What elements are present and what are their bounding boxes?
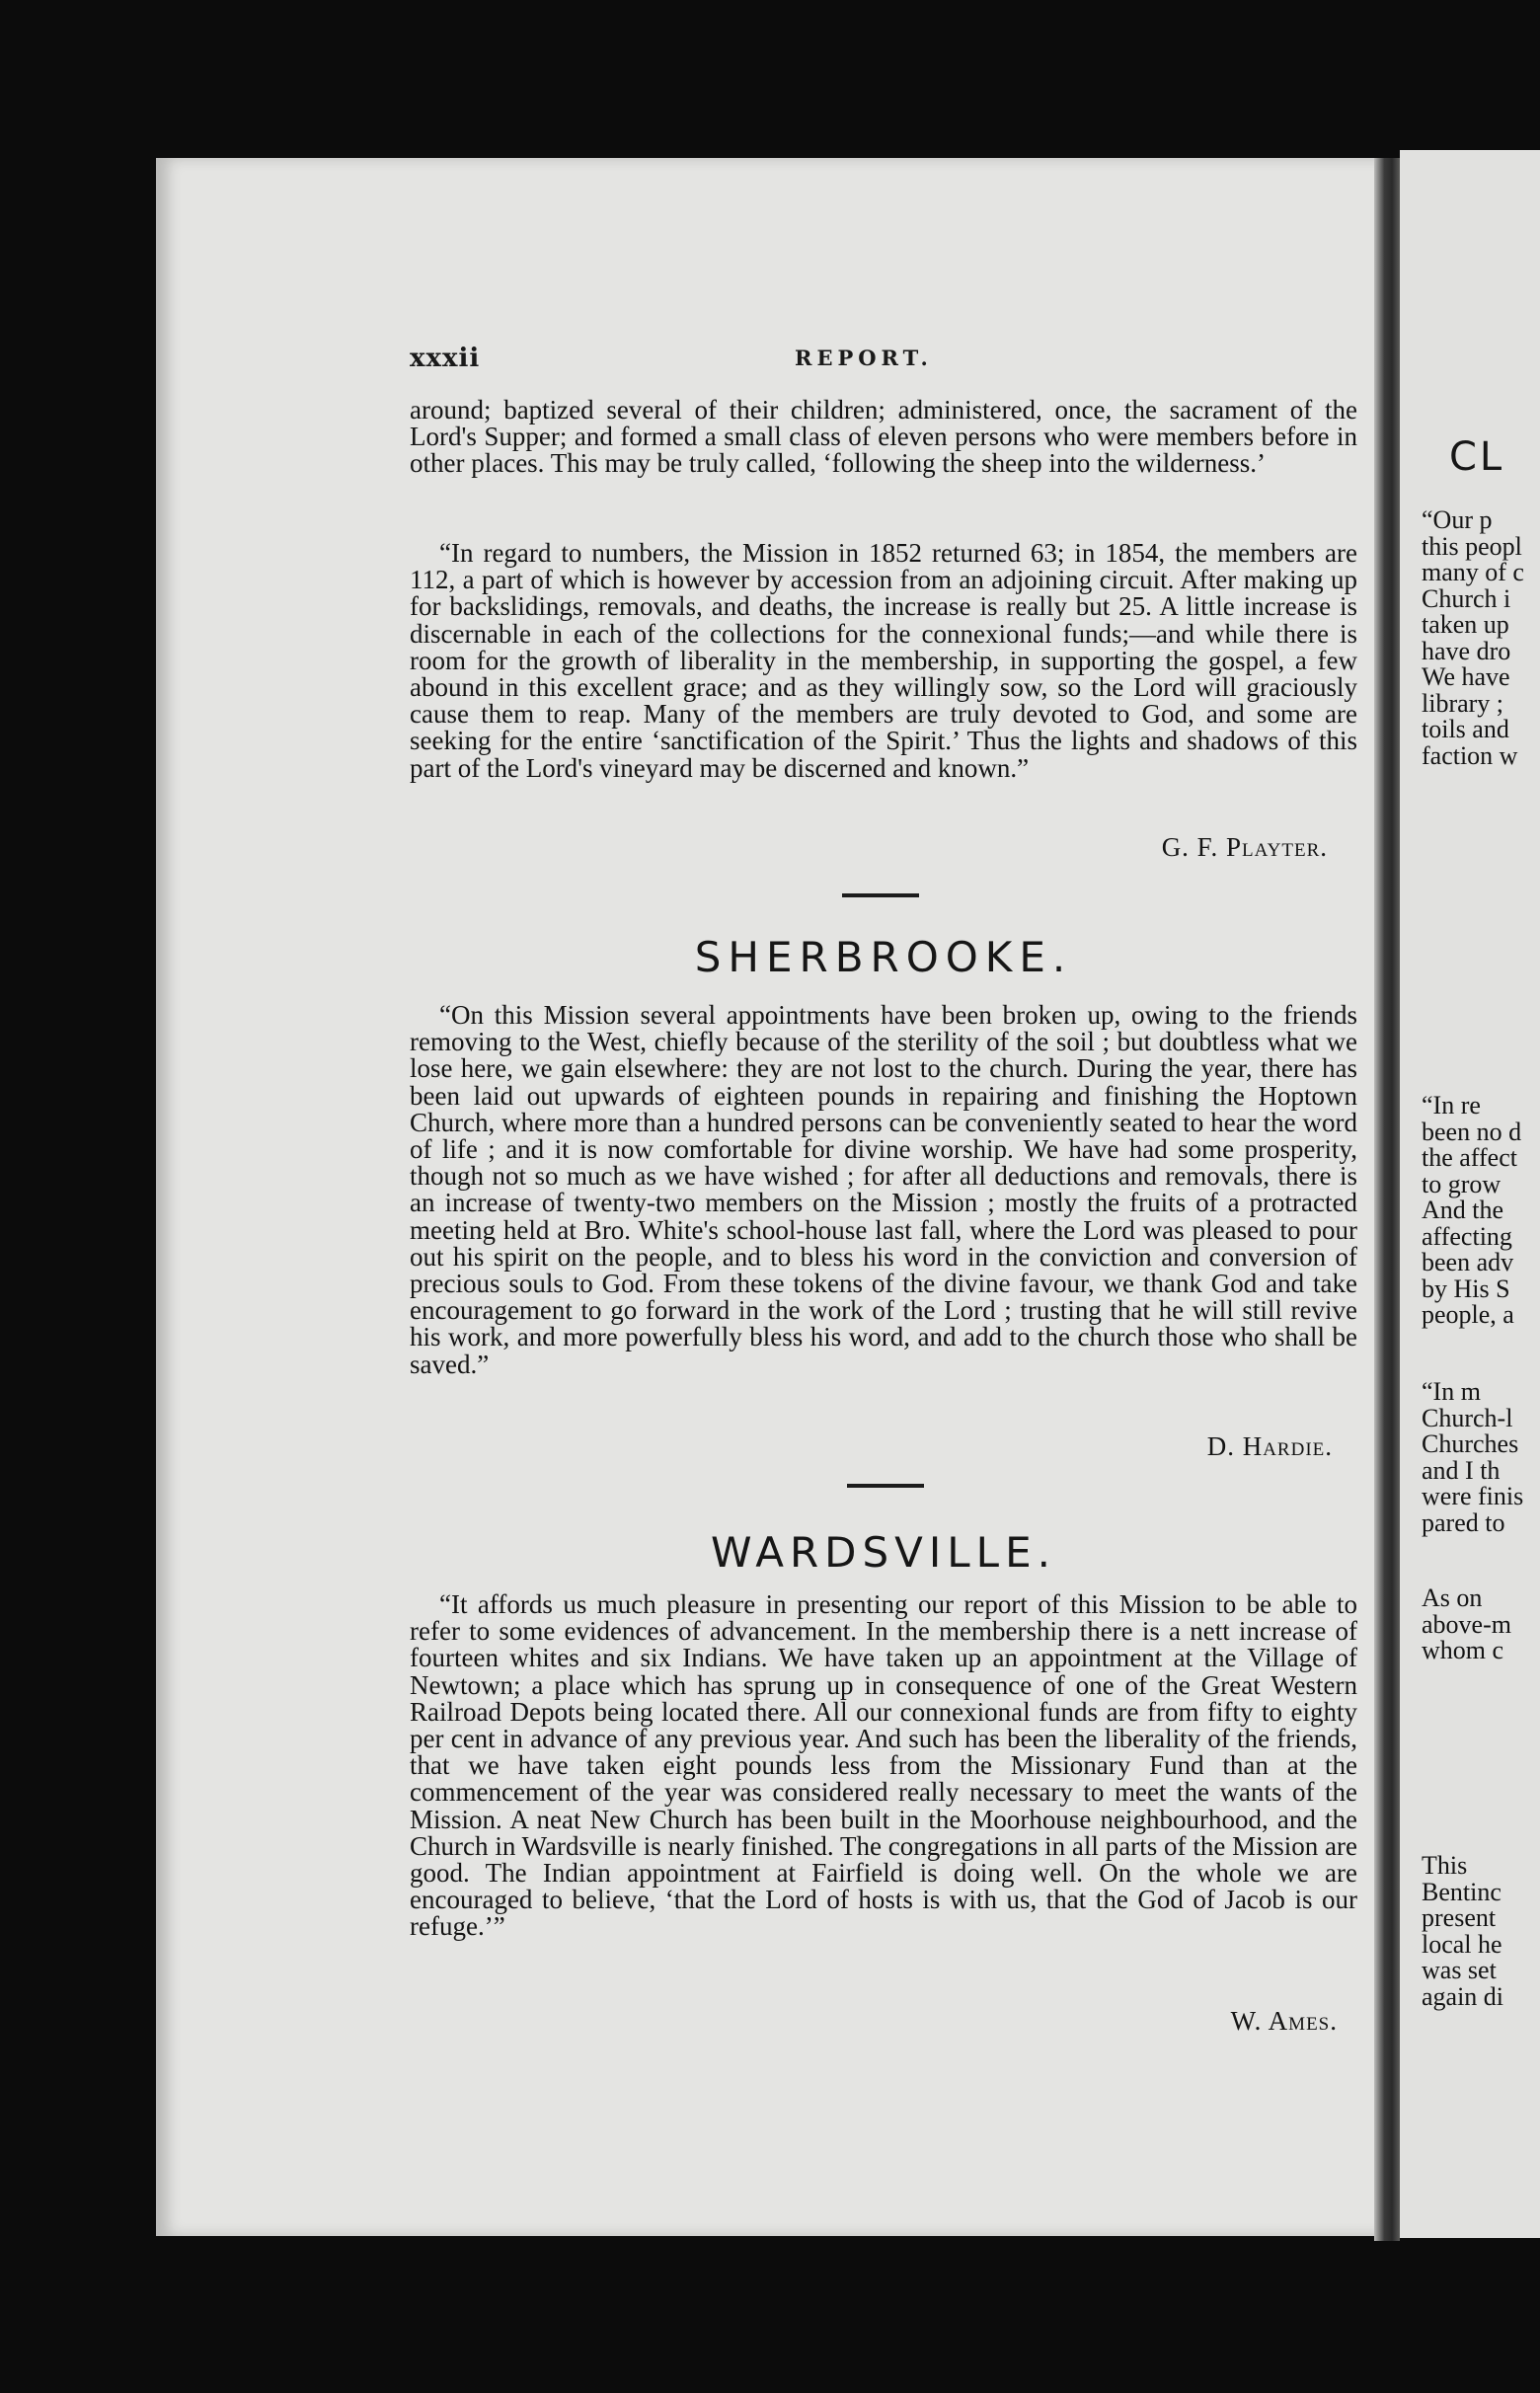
page-number: xxxii [410, 344, 481, 373]
section-heading-wardsville: WARDSVILLE. [711, 1528, 1056, 1577]
facing-page-text-block: This Bentinc present local he was set again di [1422, 1851, 1504, 2011]
facing-page-text-block: “Our p this peopl many of c Church i taken up have dro We have library ; toils and faction w [1422, 505, 1524, 770]
facing-page-text-block: “In m Church-l Churches and I th were finis pared to [1422, 1377, 1524, 1537]
section-divider [847, 1484, 924, 1488]
facing-page-heading: CL [1449, 434, 1505, 480]
sherbrooke-paragraph: “On this Mission several appointments have been broken up, owing to the friends removing to the West, chiefly because of the sterility of the soil ; but doubtless what we lose here, we gain elsewhere: they are not lost to the church. During the year, there has been laid out upwards of eighteen pounds in repairing and finishing the Hoptown Church, where more than a hundred persons can be conveniently seated to hear the word of life ; and it is now comfortable for divine worship. We have had some prosperity, though not so much as we have wished ; for after all deductions and removals, there is an increase of twenty-two members on the Mission ; mostly the fruits of a protracted meeting held at Bro. White's school-house last fall, where the Lord was pleased to pour out his spirit on the people, and to bless his word in the conviction and conversion of precious souls to God. From these tokens of the divine favour, we thank God and take encouragement to go forward in the work of the Lord ; trusting that he will still revive his work, and more powerfully bless his word, and add to the church those who shall be saved.” [410, 1000, 1357, 1379]
running-header [410, 344, 1357, 373]
running-title: REPORT. [795, 346, 933, 370]
facing-page-text-block: As on above-m whom c [1422, 1583, 1511, 1664]
signature-playter: G. F. Playter. [1161, 832, 1328, 862]
section-divider [842, 893, 919, 897]
book-gutter [1374, 158, 1400, 2241]
signature-hardie: D. Hardie. [1206, 1431, 1333, 1461]
previous-section-quote: “In regard to numbers, the Mission in 1852 returned 63; in 1854, the members are 112, a part of which is however by accession from an adjoining circuit. After making up for backslidings, removals, and deaths, the increase is really but 25. A little increase is discernable in each of the collections for the connexional funds;—and while there is room for the growth of liberality in the membership, in supporting the gospel, a few abound in this excellent grace; and as they willingly sow, so the Lord will graciously cause them to reap. Many of the members are truly devoted to God, and some are seeking for the entire ‘sanctification of the Spirit.’ Thus the lights and shadows of this part of the Lord's vineyard may be discerned and known.” [410, 538, 1357, 783]
signature-ames: W. Ames. [1230, 2006, 1338, 2036]
section-heading-sherbrooke: SHERBROOKE. [694, 933, 1073, 981]
facing-page-text-block: “In re been no d the affect to grow And the affecting been adv by His S people, a [1422, 1091, 1522, 1329]
wardsville-paragraph: “It affords us much pleasure in presenting our report of this Mission to be able to refer to some evidences of advancement. In the membership there is a nett increase of fourteen whites and six Indians. We have taken up an appointment at the Village of Newtown; a place which has sprung up in consequence of one of the Great Western Railroad Depots being located there. All our connexional funds are from fifty to eighty per cent in advance of any previous year. And such has been the liberality of the friends, that we have taken eight pounds less from the Missionary Fund than at the commencement of the year was considered really necessary to meet the wants of the Mission. A neat New Church has been built in the Moorhouse neighbourhood, and the Church in Wardsville is nearly finished. The congregations in all parts of the Mission are good. The Indian appointment at Fairfield is doing well. On the whole we are encouraged to believe, ‘that the Lord of hosts is with us, that the God of Jacob is our refuge.’” [410, 1589, 1357, 1942]
previous-section-paragraph: around; baptized several of their children; administered, once, the sacrament of the Lord's Supper; and formed a small class of eleven persons who were members before in other places. This may be truly called, ‘following the sheep into the wilderness.’ [410, 395, 1357, 479]
facing-page [1400, 150, 1540, 2238]
